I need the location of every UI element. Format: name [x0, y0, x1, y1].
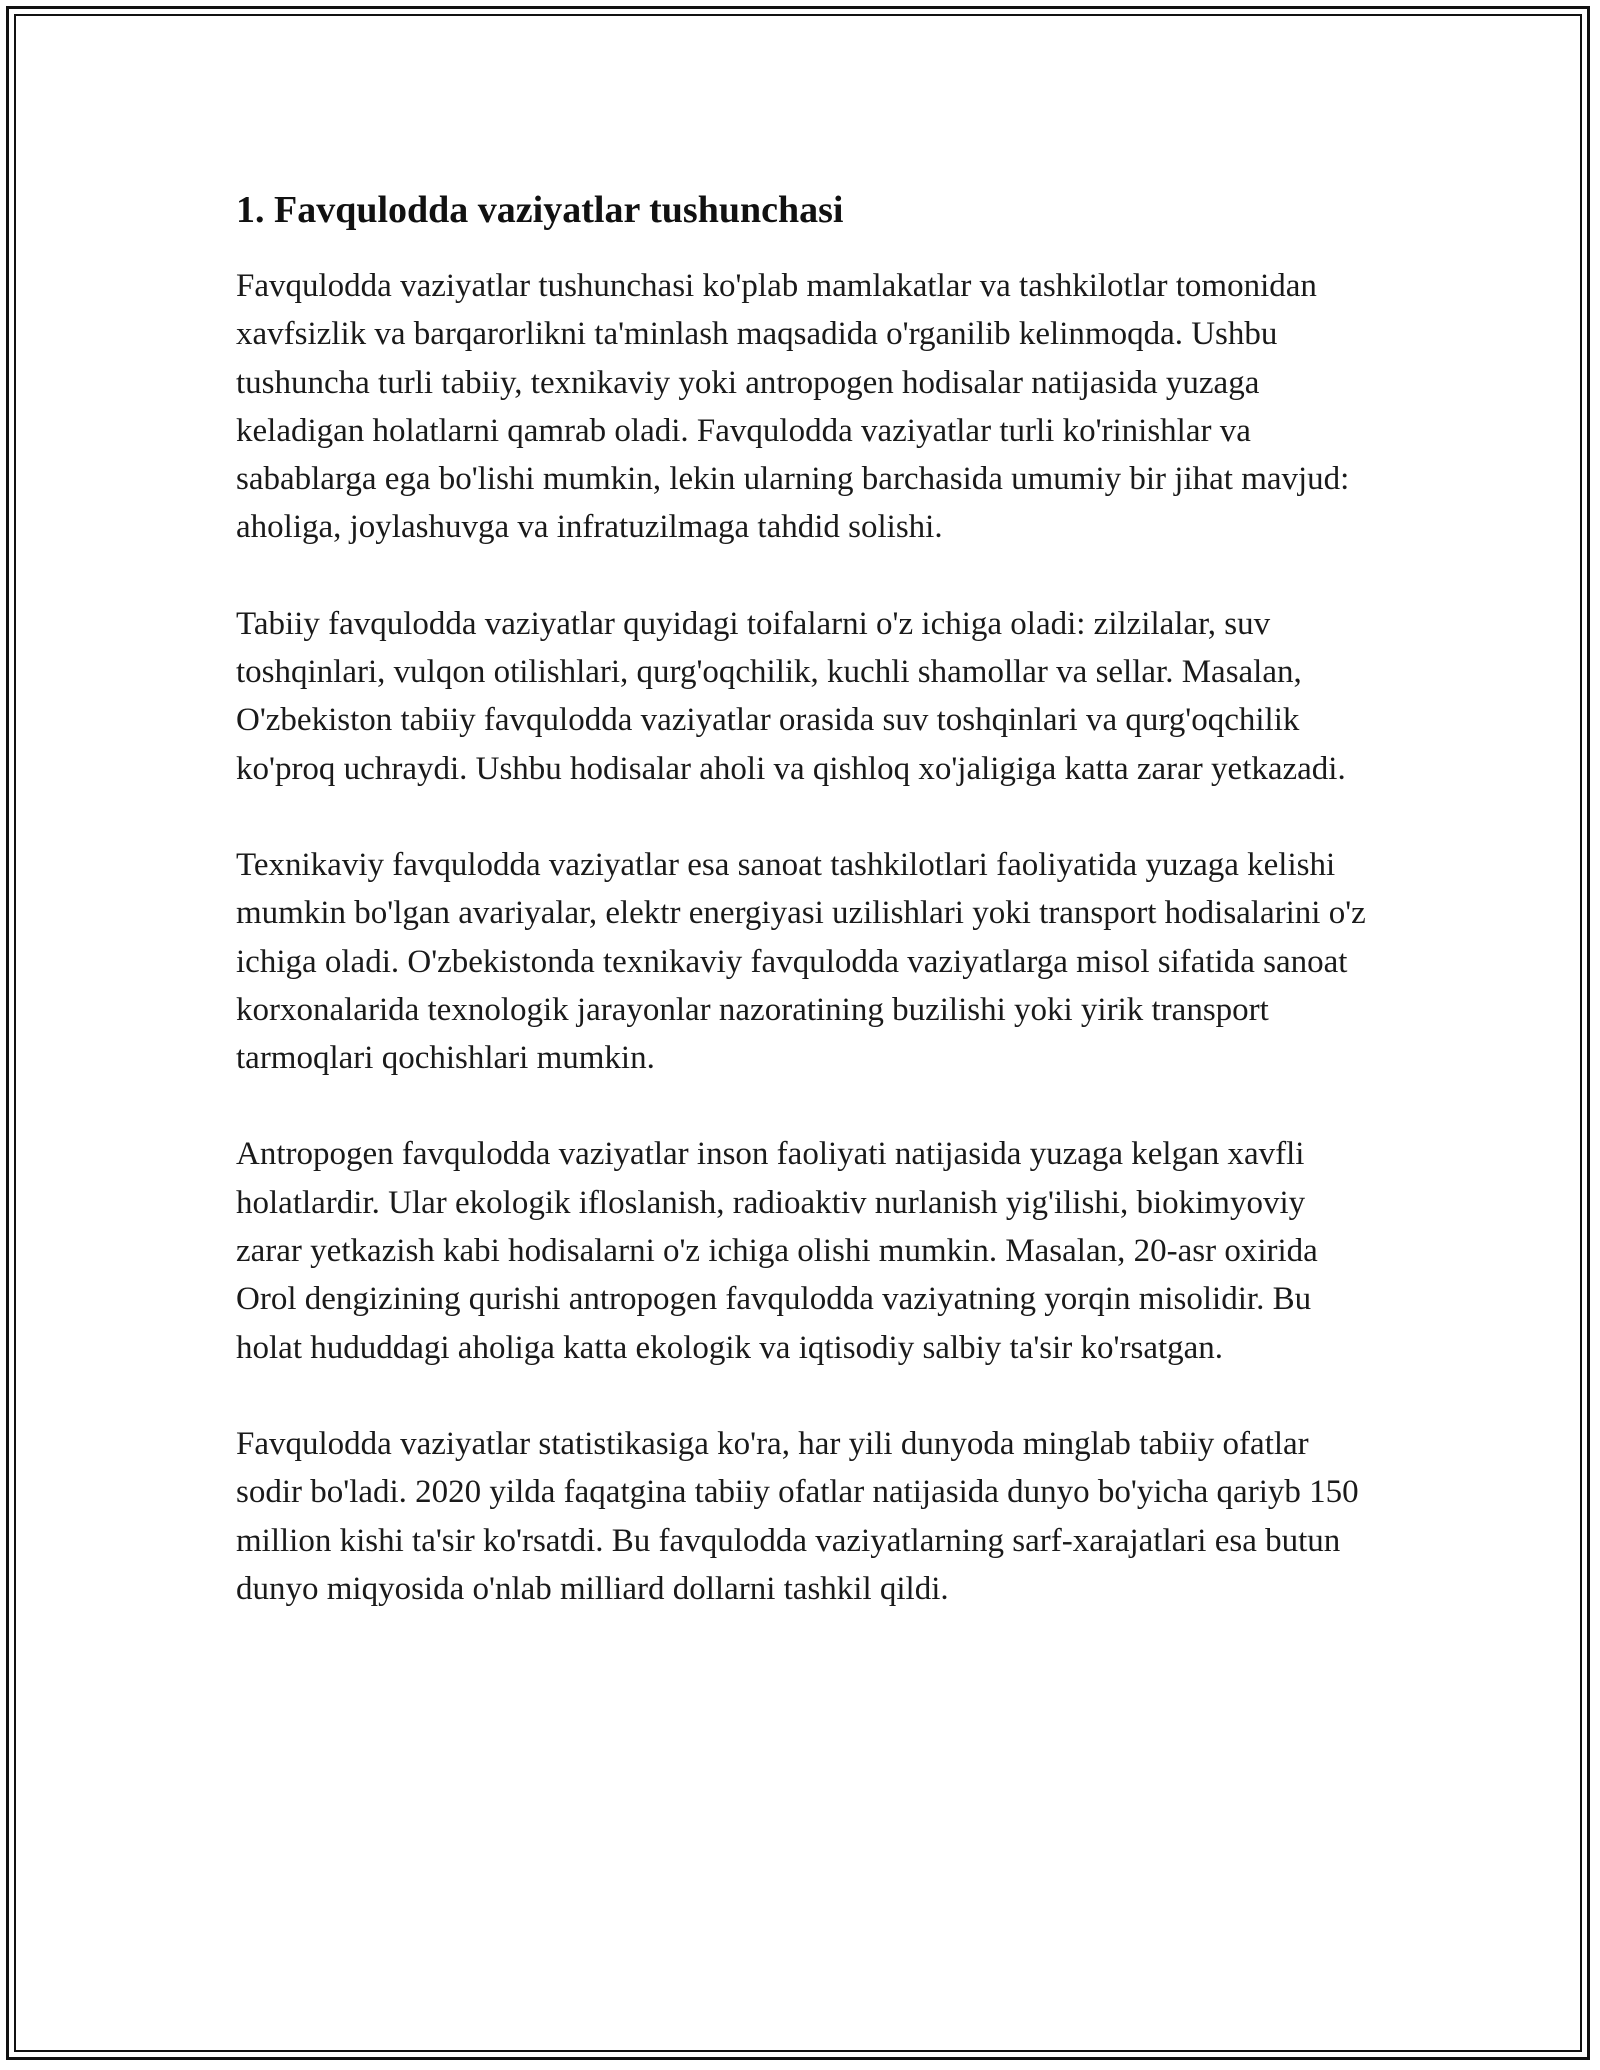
paragraph-technical: Texnikaviy favqulodda vaziyatlar esa sanoat tashkilotlari faoliyatida yuzaga kelishi mumkin bo'lgan avariyalar, elektr energiyasi uzilishlari yoki transport hodisalarini o'z ichiga oladi. O'zbekistonda texnikaviy favqulodda vaziyatlarga misol sifatida sanoat korxonalarida texnologik jarayonlar nazoratining buzilishi yoki yirik transport tarmoqlari qochishlari mumkin.: [236, 846, 1366, 1077]
section-heading: 1. Favqulodda vaziyatlar tushunchasi: [236, 189, 844, 231]
paragraph-anthropogenic: Antropogen favqulodda vaziyatlar inson faoliyati natijasida yuzaga kelgan xavfli holatlardir. Ular ekologik ifloslanish, radioaktiv nurlanish yig'ilishi, biokimyoviy zarar yetkazish kabi hodisalarni o'z ichiga olishi mumkin. Masalan, 20-asr oxirida Orol dengizining qurishi antropogen favqulodda vaziyatning yorqin misolidir. Bu holat hududdagi aholiga katta ekologik va iqtisodiy salbiy ta'sir ko'rsatgan.: [236, 1136, 1318, 1366]
paragraph-intro: Favqulodda vaziyatlar tushunchasi ko'plab mamlakatlar va tashkilotlar tomonidan xavfsizlik va barqarorlikni ta'minlash maqsadida o'rganilib kelinmoqda. Ushbu tushuncha turli tabiiy, texnikaviy yoki antropogen hodisalar natijasida yuzaga keladigan holatlarni qamrab oladi. Favqulodda vaziyatlar turli ko'rinishlar va sabablarga ega bo'lishi mumkin, lekin ularning barchasida umumiy bir jihat mavjud: aholiga, joylashuvga va infratuzilmaga tahdid solishi.: [236, 268, 1350, 546]
paragraph-statistics: Favqulodda vaziyatlar statistikasiga ko'ra, har yili dunyoda minglab tabiiy ofatlar sodir bo'ladi. 2020 yilda faqatgina tabiiy ofatlar natijasida dunyo bo'yicha qariyb 150 million kishi ta'sir ko'rsatdi. Bu favqulodda vaziyatlarning sarf-xarajatlari esa butun dunyo miqyosida o'nlab milliard dollarni tashkil qildi.: [236, 1425, 1359, 1607]
paragraph-natural: Tabiiy favqulodda vaziyatlar quyidagi toifalarni o'z ichiga oladi: zilzilalar, suv toshqinlari, vulqon otilishlari, qurg'oqchilik, kuchli shamollar va sellar. Masalan, O'zbekiston tabiiy favqulodda vaziyatlar orasida suv toshqinlari va qurg'oqchilik ko'proq uchraydi. Ushbu hodisalar aholi va qishloq xo'jaligiga katta zarar yetkazadi.: [236, 605, 1346, 787]
document-body: [236, 186, 1376, 1661]
